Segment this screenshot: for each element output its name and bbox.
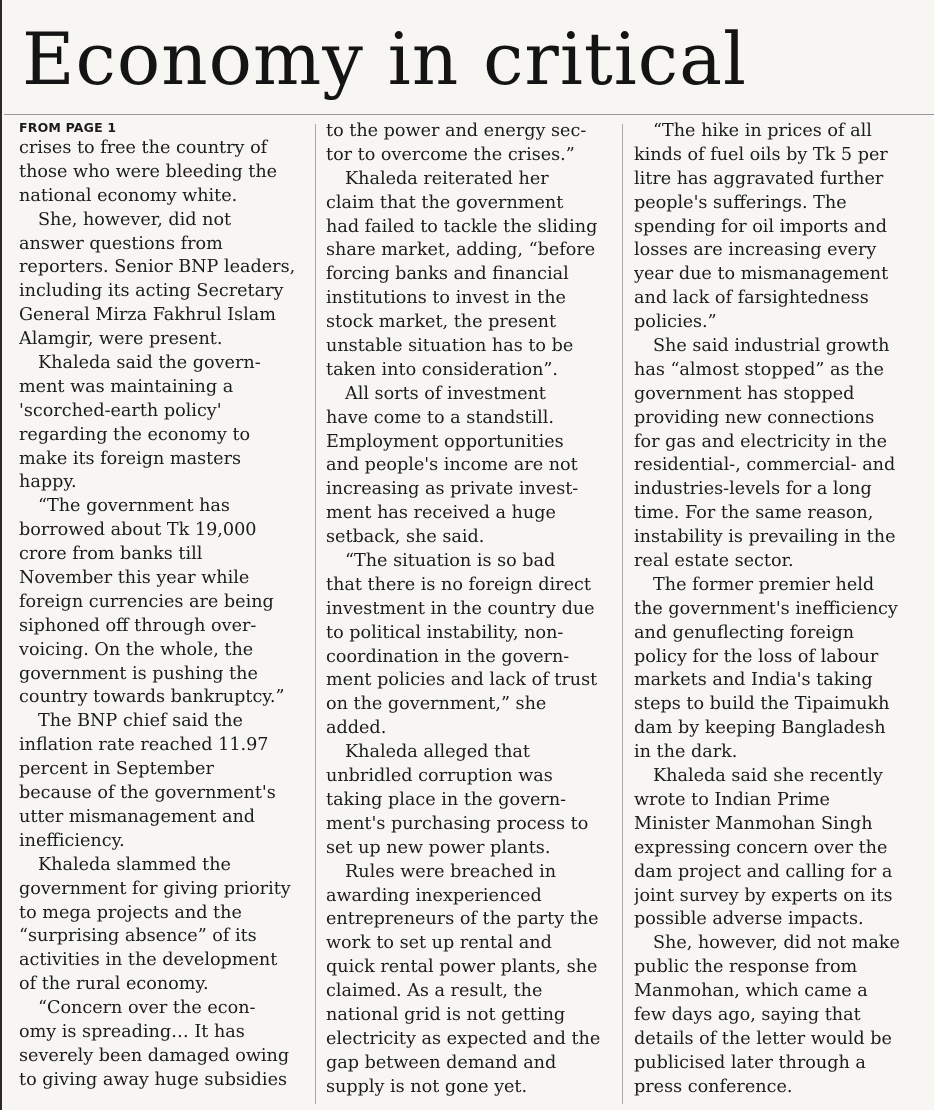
text-line: November this year while	[19, 568, 250, 589]
text-line: regarding the economy to	[19, 424, 251, 445]
text-line: foreign currencies are being	[19, 591, 274, 612]
text-line: public the response from	[634, 957, 858, 978]
headline: Economy in critical	[22, 17, 748, 101]
text-line: country towards bankruptcy.”	[19, 687, 285, 708]
text-line: “The situation is so bad	[345, 551, 556, 572]
text-line: ment's purchasing process to	[326, 813, 589, 834]
text-line: that there is no foreign direct	[326, 574, 591, 595]
text-line: Rules were breached in	[345, 861, 557, 882]
text-line: happy.	[19, 472, 77, 493]
article-paragraph	[19, 854, 311, 997]
text-line: severely been damaged owing	[19, 1045, 290, 1066]
text-line: entrepreneurs of the party the	[326, 909, 599, 930]
article-paragraph	[326, 168, 618, 383]
text-line: 'scorched-earth policy'	[19, 400, 222, 421]
text-line: the government's inefficiency	[634, 598, 898, 619]
text-line: siphoned off through over-	[19, 615, 257, 636]
text-line: inefficiency.	[19, 830, 125, 851]
text-line: Khaleda alleged that	[345, 742, 530, 763]
text-line: policies.”	[634, 312, 717, 333]
text-line: expressing concern over the	[634, 837, 888, 858]
text-line: gap between demand and	[326, 1052, 557, 1073]
text-line: General Mirza Fakhrul Islam	[19, 305, 276, 326]
text-line: ment has received a huge	[326, 503, 556, 524]
text-line: ment policies and lack of trust	[326, 670, 598, 691]
text-line: share market, adding, “before	[326, 240, 596, 261]
article-column-2	[326, 120, 618, 1100]
text-line: details of the letter would be	[634, 1028, 892, 1049]
text-line: government is pushing the	[19, 663, 258, 684]
text-line: providing new connections	[634, 407, 875, 428]
text-line: time. For the same reason,	[634, 503, 874, 524]
text-line: and genuflecting foreign	[634, 622, 855, 643]
text-line: press conference.	[634, 1076, 793, 1097]
text-line: crore from banks till	[19, 544, 203, 565]
text-line: awarding inexperienced	[326, 885, 542, 906]
text-line: answer questions from	[19, 233, 223, 254]
text-line: percent in September	[19, 759, 214, 780]
text-line: dam project and calling for a	[634, 861, 893, 882]
text-line: spending for oil imports and	[634, 216, 888, 237]
text-line: claim that the government	[326, 192, 564, 213]
article-paragraph	[19, 997, 311, 1093]
text-line: work to set up rental and	[326, 933, 552, 954]
text-line: unstable situation has to be	[326, 336, 574, 357]
text-line: All sorts of investment	[345, 383, 546, 404]
text-line: borrowed about Tk 19,000	[19, 520, 257, 541]
text-line: on the government,” she	[326, 694, 547, 715]
text-line: supply is not gone yet.	[326, 1076, 528, 1097]
headline-rule	[4, 114, 934, 115]
text-line: wrote to Indian Prime	[634, 789, 830, 810]
text-line: “The hike in prices of all	[653, 121, 872, 141]
article-paragraph	[634, 120, 926, 335]
text-line: Khaleda slammed the	[38, 854, 231, 875]
text-line: losses are increasing every	[634, 240, 877, 261]
text-line: government has stopped	[634, 383, 855, 404]
text-line: inflation rate reached 11.97	[19, 735, 269, 756]
text-line: few days ago, saying that	[634, 1004, 861, 1025]
text-line: for gas and electricity in the	[634, 431, 888, 452]
text-line: and lack of farsightedness	[634, 288, 869, 309]
continuation-kicker: FROM PAGE 1	[19, 120, 117, 135]
text-line: because of the government's	[19, 783, 276, 804]
text-line: She, however, did not	[38, 209, 232, 230]
text-line: taking place in the govern-	[326, 789, 567, 810]
text-line: omy is spreading… It has	[19, 1021, 245, 1042]
text-line: kinds of fuel oils by Tk 5 per	[634, 144, 888, 165]
text-line: ment was maintaining a	[19, 376, 234, 397]
column-divider	[622, 124, 623, 1104]
text-line: Khaleda reiterated her	[345, 168, 549, 189]
text-line: crises to free the country of	[19, 138, 268, 158]
text-line: Employment opportunities	[326, 431, 564, 452]
article-paragraph	[19, 209, 311, 352]
text-line: make its foreign masters	[19, 448, 242, 469]
article-paragraph	[634, 932, 926, 1099]
text-line: coordination in the govern-	[326, 646, 570, 667]
article-paragraph	[326, 741, 618, 860]
text-line: of the rural economy.	[19, 974, 209, 995]
column-divider	[315, 124, 316, 1104]
text-line: forcing banks and financial	[326, 264, 569, 285]
text-line: voicing. On the whole, the	[19, 639, 254, 660]
text-line: and people's income are not	[326, 455, 578, 476]
text-line: Manmohan, which came a	[634, 981, 868, 1002]
text-line: those who were bleeding the	[19, 161, 278, 182]
text-line: dam by keeping Bangladesh	[634, 718, 886, 739]
article-paragraph	[326, 550, 618, 741]
text-line: including its acting Secretary	[19, 281, 284, 302]
text-line: unbridled corruption was	[326, 766, 553, 787]
text-line: “The government has	[38, 496, 230, 517]
text-line: activities in the development	[19, 950, 278, 971]
text-line: Khaleda said she recently	[653, 766, 883, 787]
text-line: investment in the country due	[326, 598, 595, 619]
text-line: tor to overcome the crises.”	[326, 144, 575, 165]
text-line: has “almost stopped” as the	[634, 359, 884, 380]
text-line: government for giving priority	[19, 878, 291, 899]
article-paragraph	[634, 574, 926, 765]
text-line: have come to a standstill.	[326, 407, 554, 428]
text-line: to the power and energy sec-	[326, 121, 587, 141]
text-line: joint survey by experts on its	[634, 885, 893, 906]
text-line: taken into consideration”.	[326, 359, 558, 380]
article-column-1	[19, 120, 311, 1093]
page-edge	[0, 0, 2, 1110]
article-paragraph	[326, 861, 618, 1100]
text-line: Minister Manmohan Singh	[634, 813, 873, 834]
text-line: year due to mismanagement	[634, 264, 889, 285]
text-line: to giving away huge subsidies	[19, 1069, 288, 1090]
article-paragraph	[19, 352, 311, 495]
text-line: setback, she said.	[326, 527, 485, 548]
text-line: utter mismanagement and	[19, 806, 256, 827]
text-line: added.	[326, 718, 387, 739]
text-line: to mega projects and the	[19, 902, 242, 923]
article-paragraph	[326, 120, 618, 168]
text-line: litre has aggravated further	[634, 168, 884, 189]
text-line: publicised later through a	[634, 1052, 866, 1073]
text-line: Khaleda said the govern-	[38, 353, 261, 374]
text-line: claimed. As a result, the	[326, 981, 543, 1002]
text-line: She, however, did not make	[653, 933, 900, 954]
article-paragraph	[634, 765, 926, 932]
text-line: markets and India's taking	[634, 670, 873, 691]
text-line: in the dark.	[634, 742, 738, 763]
text-line: real estate sector.	[634, 551, 794, 572]
text-line: set up new power plants.	[326, 837, 551, 858]
text-line: The former premier held	[653, 574, 875, 595]
text-line: to political instability, non-	[326, 622, 564, 643]
text-line: She said industrial growth	[653, 336, 890, 357]
text-line: industries-levels for a long	[634, 479, 872, 500]
text-line: electricity as expected and the	[326, 1028, 601, 1049]
article-paragraph	[19, 495, 311, 710]
article-paragraph	[19, 710, 311, 853]
text-line: stock market, the present	[326, 312, 557, 333]
text-line: “Concern over the econ-	[38, 998, 256, 1019]
text-line: The BNP chief said the	[38, 711, 243, 732]
text-line: people's sufferings. The	[634, 192, 847, 213]
article-column-3	[634, 120, 926, 1100]
text-line: instability is prevailing in the	[634, 527, 896, 548]
text-line: national economy white.	[19, 185, 238, 206]
article-paragraph	[634, 335, 926, 574]
text-line: possible adverse impacts.	[634, 909, 864, 930]
text-line: residential-, commercial- and	[634, 455, 896, 476]
text-line: increasing as private invest-	[326, 479, 579, 500]
text-line: policy for the loss of labour	[634, 646, 879, 667]
text-line: national grid is not getting	[326, 1004, 566, 1025]
text-line: institutions to invest in the	[326, 288, 566, 309]
text-line: reporters. Senior BNP leaders,	[19, 257, 296, 278]
article-paragraph	[19, 137, 311, 209]
text-line: quick rental power plants, she	[326, 957, 598, 978]
article-paragraph	[326, 383, 618, 550]
text-line: had failed to tackle the sliding	[326, 216, 598, 237]
text-line: Alamgir, were present.	[19, 329, 223, 350]
text-line: steps to build the Tipaimukh	[634, 694, 890, 715]
text-line: “surprising absence” of its	[19, 926, 257, 947]
